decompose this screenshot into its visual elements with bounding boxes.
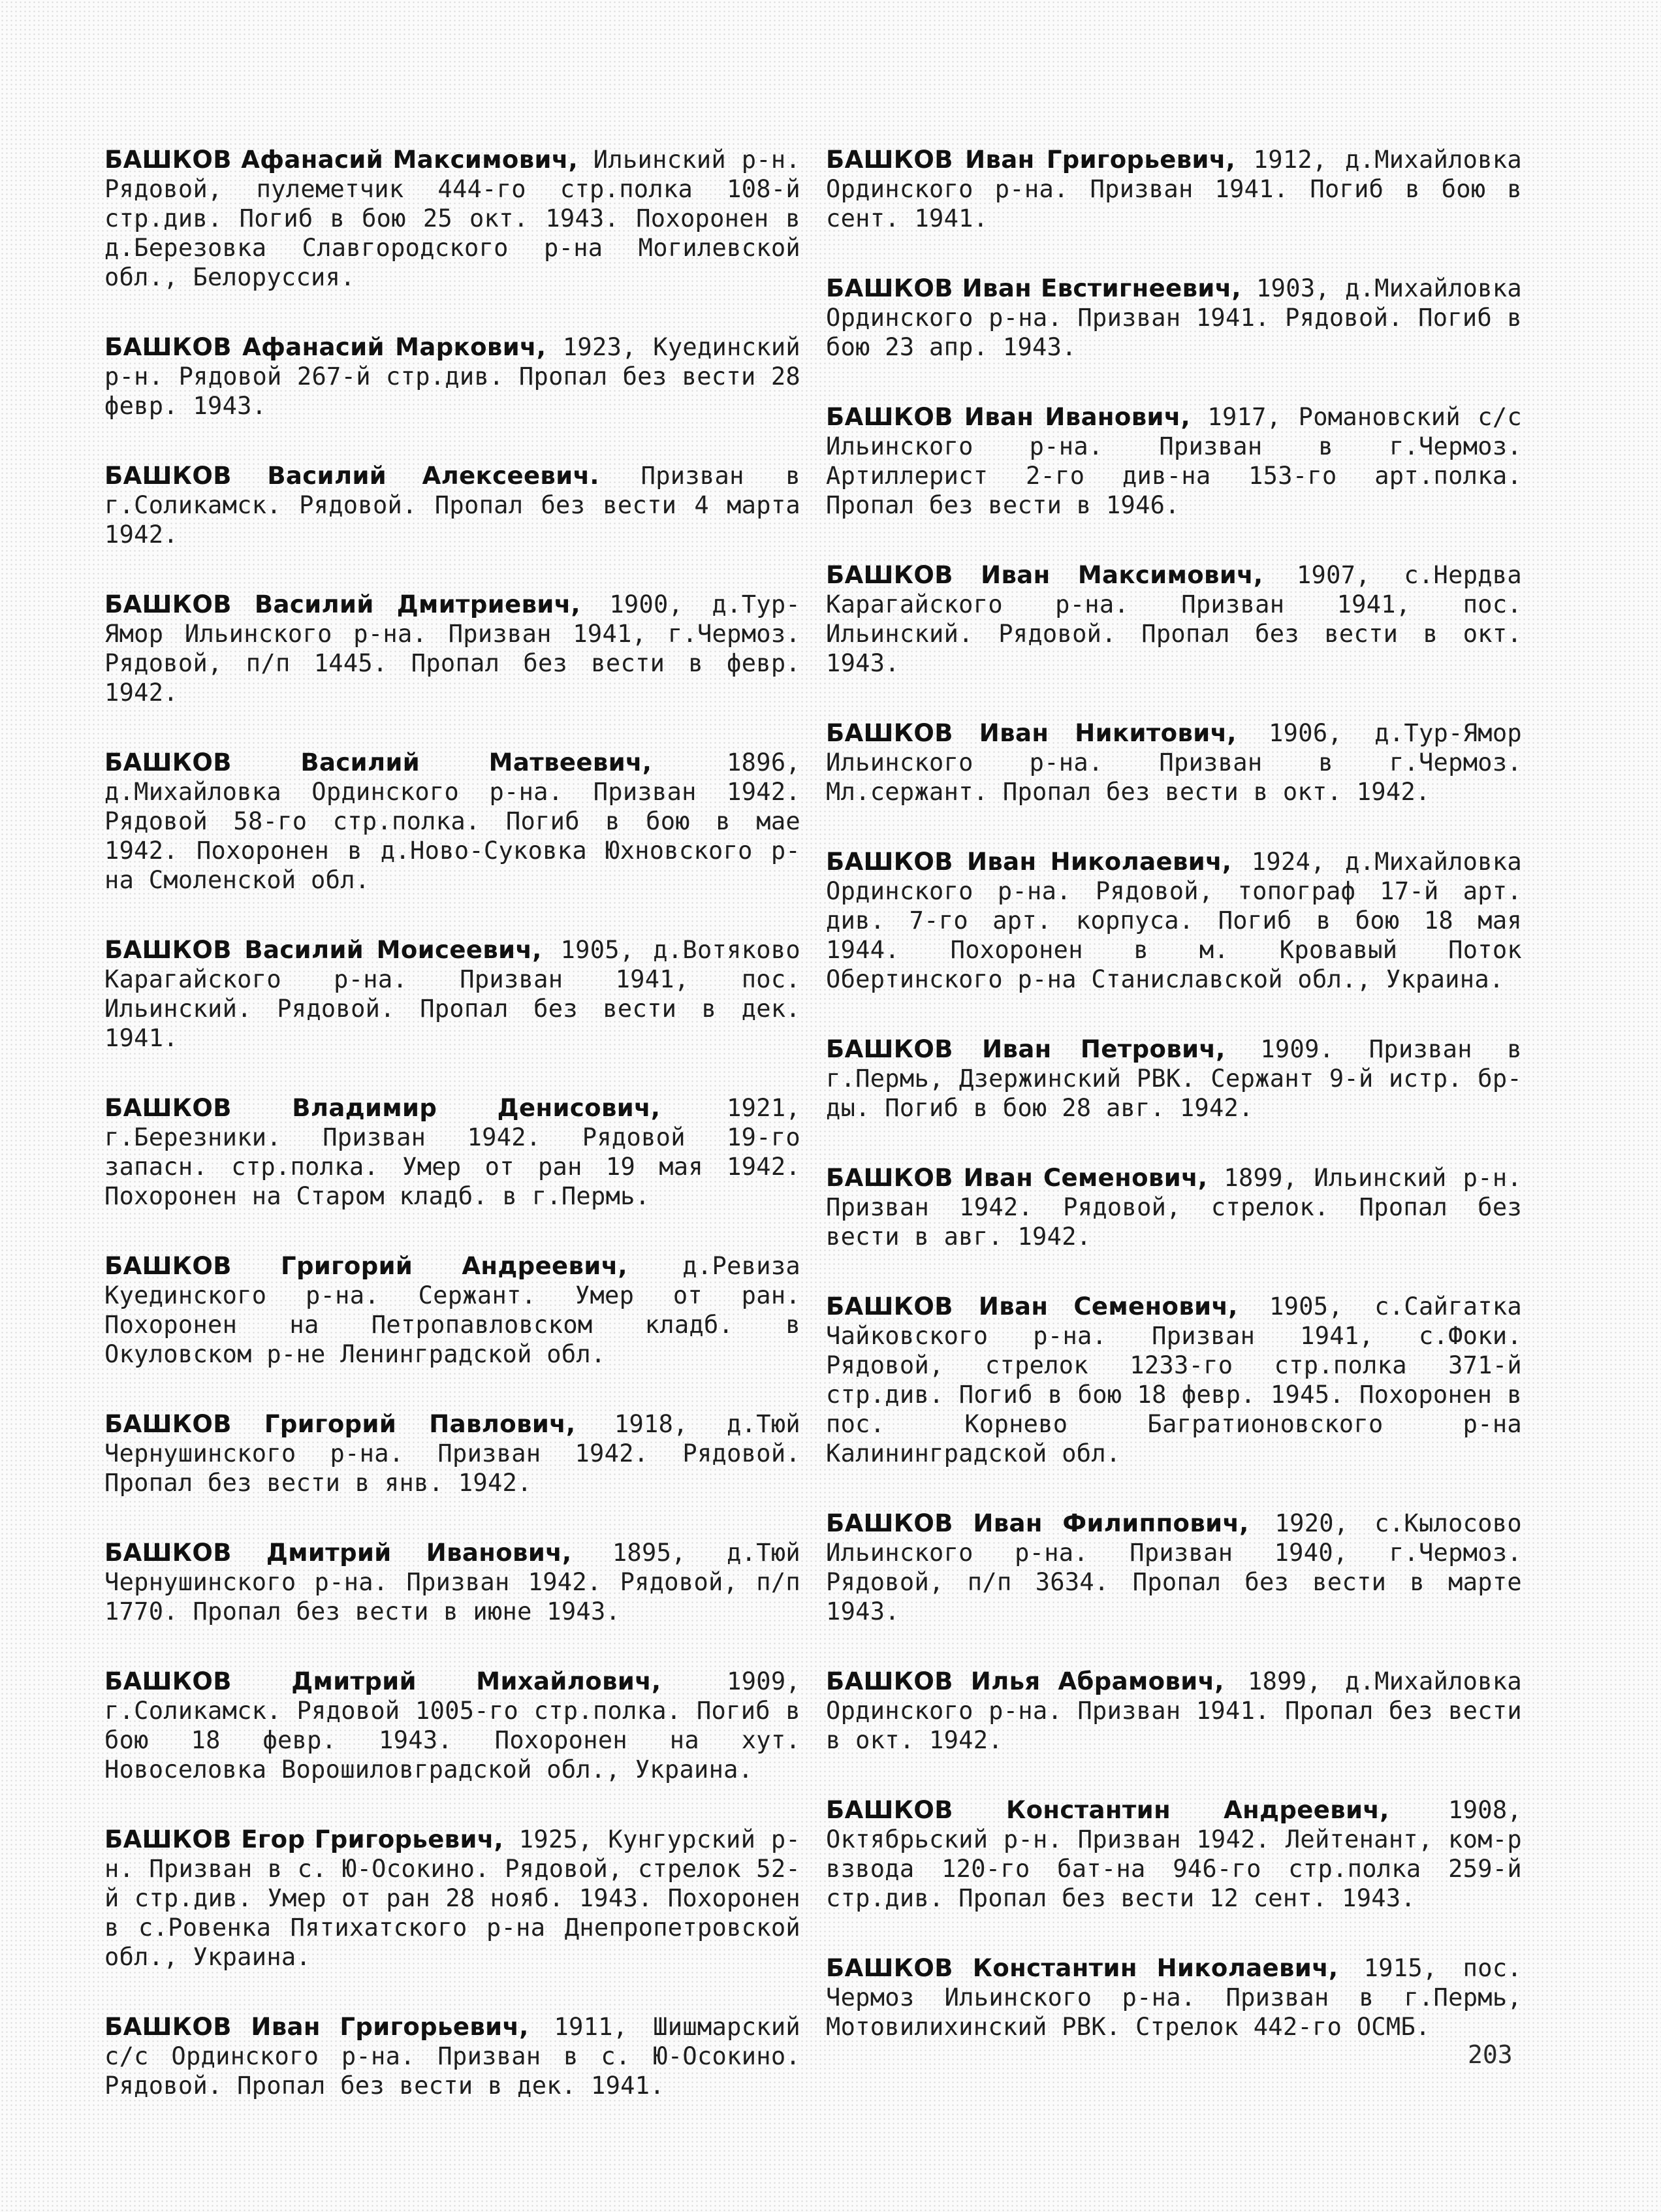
biography-entry	[826, 1034, 1522, 1123]
entry-text: 1923, Куединский р-н. Рядовой 267-й стр.див. Пропал без вести 28 февр. 1943.	[104, 333, 801, 420]
entry-name: БАШКОВ Григорий Андреевич,	[104, 1252, 627, 1280]
biography-entry	[826, 560, 1522, 678]
biography-entry	[826, 274, 1522, 362]
entry-name: БАШКОВ Василий Моисеевич,	[104, 936, 542, 964]
entry-text: 1905, с.Сайгатка Чайковского р-на. Призван 1941, с.Фоки. Рядовой, стрелок 1233-го стр.полка 371-й стр.див. Погиб в бою 18 февр. 1945. Похоронен в пос. Корнево Багратионовского р-на Калининградской обл.	[826, 1292, 1522, 1467]
entry-text: 1912, д.Михайловка Ординского р-на. Призван 1941. Погиб в бою в сент. 1941.	[826, 146, 1522, 232]
page-number: 203	[1468, 2040, 1513, 2069]
biography-entry	[104, 1825, 800, 1972]
entry-text: Призван в г.Соликамск. Рядовой. Пропал без вести 4 марта 1942.	[104, 462, 800, 549]
biography-entry	[104, 332, 800, 421]
entry-text: 1907, с.Нердва Карагайского р-на. Призван 1941, пос. Ильинский. Рядовой. Пропал без вести в окт. 1943.	[826, 561, 1522, 677]
entry-text: д.Ревиза Куединского р-на. Сержант. Умер от ран. Похоронен на Петропавловском кладб. в Окуловском р-не Ленинградской обл.	[104, 1252, 800, 1368]
biography-entry	[826, 1795, 1522, 1913]
entry-name: БАШКОВ Иван Иванович,	[826, 403, 1191, 431]
entry-text: 1915, пос. Чермоз Ильинского р-на. Призван в г.Пермь, Мотовилихинский РВК. Стрелок 442-го ОСМБ.	[826, 1954, 1522, 2041]
entry-text: 1895, д.Тюй Чернушинского р-на. Призван 1942. Рядовой, п/п 1770. Пропал без вести в июне 1943.	[104, 1539, 800, 1626]
entry-name: БАШКОВ Илья Абрамович,	[826, 1667, 1224, 1695]
biography-entry	[104, 1409, 800, 1498]
biography-entry	[826, 1163, 1522, 1251]
biography-entry	[826, 145, 1522, 233]
right-column	[826, 145, 1522, 2082]
entry-name: БАШКОВ Афанасий Маркович,	[104, 333, 546, 361]
entry-name: БАШКОВ Иван Григорьевич,	[826, 146, 1236, 174]
entry-text: 1924, д.Михайловка Ординского р-на. Рядовой, топограф 17-й арт. див. 7-го арт. корпуса. Погиб в бою 18 мая 1944. Похоронен в м. Кровавый Поток Обертинского р-на Станиславской обл., Украина.	[826, 848, 1522, 993]
entry-name: БАШКОВ Константин Андреевич,	[826, 1796, 1389, 1824]
entry-text: 1917, Романовский с/с Ильинского р-на. Призван в г.Чермоз. Артиллерист 2-го див-на 153-го арт.полка. Пропал без вести в 1946.	[826, 403, 1522, 519]
entry-name: БАШКОВ Дмитрий Иванович,	[104, 1539, 572, 1567]
entry-name: БАШКОВ Константин Николаевич,	[826, 1954, 1338, 1982]
biography-entry	[826, 1292, 1522, 1468]
entry-name: БАШКОВ Иван Петрович,	[826, 1035, 1226, 1063]
biography-entry	[104, 1667, 800, 1784]
biography-entry	[826, 1509, 1522, 1626]
biography-entry	[826, 718, 1522, 807]
entry-text: 1918, д.Тюй Чернушинского р-на. Призван 1942. Рядовой. Пропал без вести в янв. 1942.	[104, 1410, 800, 1497]
biography-entry	[826, 1953, 1522, 2042]
entry-text: 1909, г.Соликамск. Рядовой 1005-го стр.полка. Погиб в бою 18 февр. 1943. Похоронен на хут. Новоселовка Ворошиловградской обл., Украина.	[104, 1667, 800, 1784]
entry-text: 1899, Ильинский р-н. Призван 1942. Рядовой, стрелок. Пропал без вести в авг. 1942.	[826, 1164, 1522, 1251]
entry-name: БАШКОВ Дмитрий Михайлович,	[104, 1667, 661, 1695]
entry-text: 1911, Шишмарский с/с Ординского р-на. Призван в с. Ю-Осокино. Рядовой. Пропал без вести в дек. 1941.	[104, 2013, 800, 2100]
entry-name: БАШКОВ Егор Григорьевич,	[104, 1825, 504, 1853]
entry-text: 1903, д.Михайловка Ординского р-на. Призван 1941. Рядовой. Погиб в бою 23 апр. 1943.	[826, 274, 1522, 361]
entry-name: БАШКОВ Иван Николаевич,	[826, 848, 1232, 876]
entry-name: БАШКОВ Иван Семенович,	[826, 1164, 1208, 1192]
entry-name: БАШКОВ Иван Филиппович,	[826, 1509, 1249, 1537]
entry-text: 1906, д.Тур-Ямор Ильинского р-на. Призван в г.Чермоз. Мл.сержант. Пропал без вести в окт. 1942.	[826, 719, 1522, 806]
biography-entry	[104, 145, 800, 292]
entry-name: БАШКОВ Иван Григорьевич,	[104, 2013, 529, 2041]
biography-entry	[826, 1667, 1522, 1755]
entry-name: БАШКОВ Иван Евстигнеевич,	[826, 274, 1242, 302]
left-column	[104, 145, 800, 2141]
biography-entry	[104, 590, 800, 707]
biography-entry	[104, 1538, 800, 1626]
entry-name: БАШКОВ Василий Дмитриевич,	[104, 590, 580, 618]
biography-entry	[104, 1251, 800, 1369]
entry-name: БАШКОВ Владимир Денисович,	[104, 1094, 661, 1122]
entry-text: 1909. Призван в г.Пермь, Дзержинский РВК. Сержант 9-й истр. бр-ды. Погиб в бою 28 авг. 1942.	[826, 1035, 1522, 1122]
biography-entry	[826, 847, 1522, 994]
entry-text: 1921, г.Березники. Призван 1942. Рядовой 19-го запасн. стр.полка. Умер от ран 19 мая 1942. Похоронен на Старом кладб. в г.Пермь.	[104, 1094, 800, 1210]
entry-name: БАШКОВ Иван Семенович,	[826, 1292, 1238, 1321]
biography-entry	[104, 2012, 800, 2100]
biography-entry	[104, 748, 800, 895]
entry-text: 1920, с.Кылосово Ильинского р-на. Призван 1940, г.Чермоз. Рядовой, п/п 3634. Пропал без вести в марте 1943.	[826, 1509, 1522, 1626]
entry-text: 1900, д.Тур-Ямор Ильинского р-на. Призван 1941, г.Чермоз. Рядовой, п/п 1445. Пропал без вести в февр. 1942.	[104, 590, 800, 707]
entry-text: 1899, д.Михайловка Ординского р-на. Призван 1941. Пропал без вести в окт. 1942.	[826, 1667, 1522, 1754]
entry-name: БАШКОВ Григорий Павлович,	[104, 1410, 576, 1438]
entry-text: 1908, Октябрьский р-н. Призван 1942. Лейтенант, ком-р взвода 120-го бат-на 946-го стр.полка 259-й стр.див. Пропал без вести 12 сент. 1943.	[826, 1796, 1522, 1912]
biography-entry	[104, 461, 800, 549]
entry-text: 1905, д.Вотяково Карагайского р-на. Призван 1941, пос. Ильинский. Рядовой. Пропал без вести в дек. 1941.	[104, 936, 800, 1052]
entry-text: 1896, д.Михайловка Ординского р-на. Призван 1942. Рядовой 58-го стр.полка. Погиб в бою в мае 1942. Похоронен в д.Ново-Суковка Юхновского р-на Смоленской обл.	[104, 748, 800, 894]
biography-entry	[104, 1093, 800, 1211]
entry-name: БАШКОВ Иван Никитович,	[826, 719, 1237, 747]
entry-name: БАШКОВ Василий Матвеевич,	[104, 748, 652, 777]
entry-name: БАШКОВ Афанасий Максимович,	[104, 146, 578, 174]
biography-entry	[826, 402, 1522, 520]
biography-entry	[104, 935, 800, 1053]
entry-name: БАШКОВ Василий Алексеевич.	[104, 462, 599, 490]
entry-text: Ильинский р-н. Рядовой, пулеметчик 444-го стр.полка 108-й стр.див. Погиб в бою 25 окт. 1943. Похоронен в д.Березовка Славгородского р-на Могилевской обл., Белоруссия.	[104, 146, 800, 291]
entry-text: 1925, Кунгурский р-н. Призван в с. Ю-Осокино. Рядовой, стрелок 52-й стр.див. Умер от ран 28 нояб. 1943. Похоронен в с.Ровенка Пятихатского р-на Днепропетровской обл., Украина.	[104, 1825, 800, 1971]
entry-name: БАШКОВ Иван Максимович,	[826, 561, 1263, 589]
